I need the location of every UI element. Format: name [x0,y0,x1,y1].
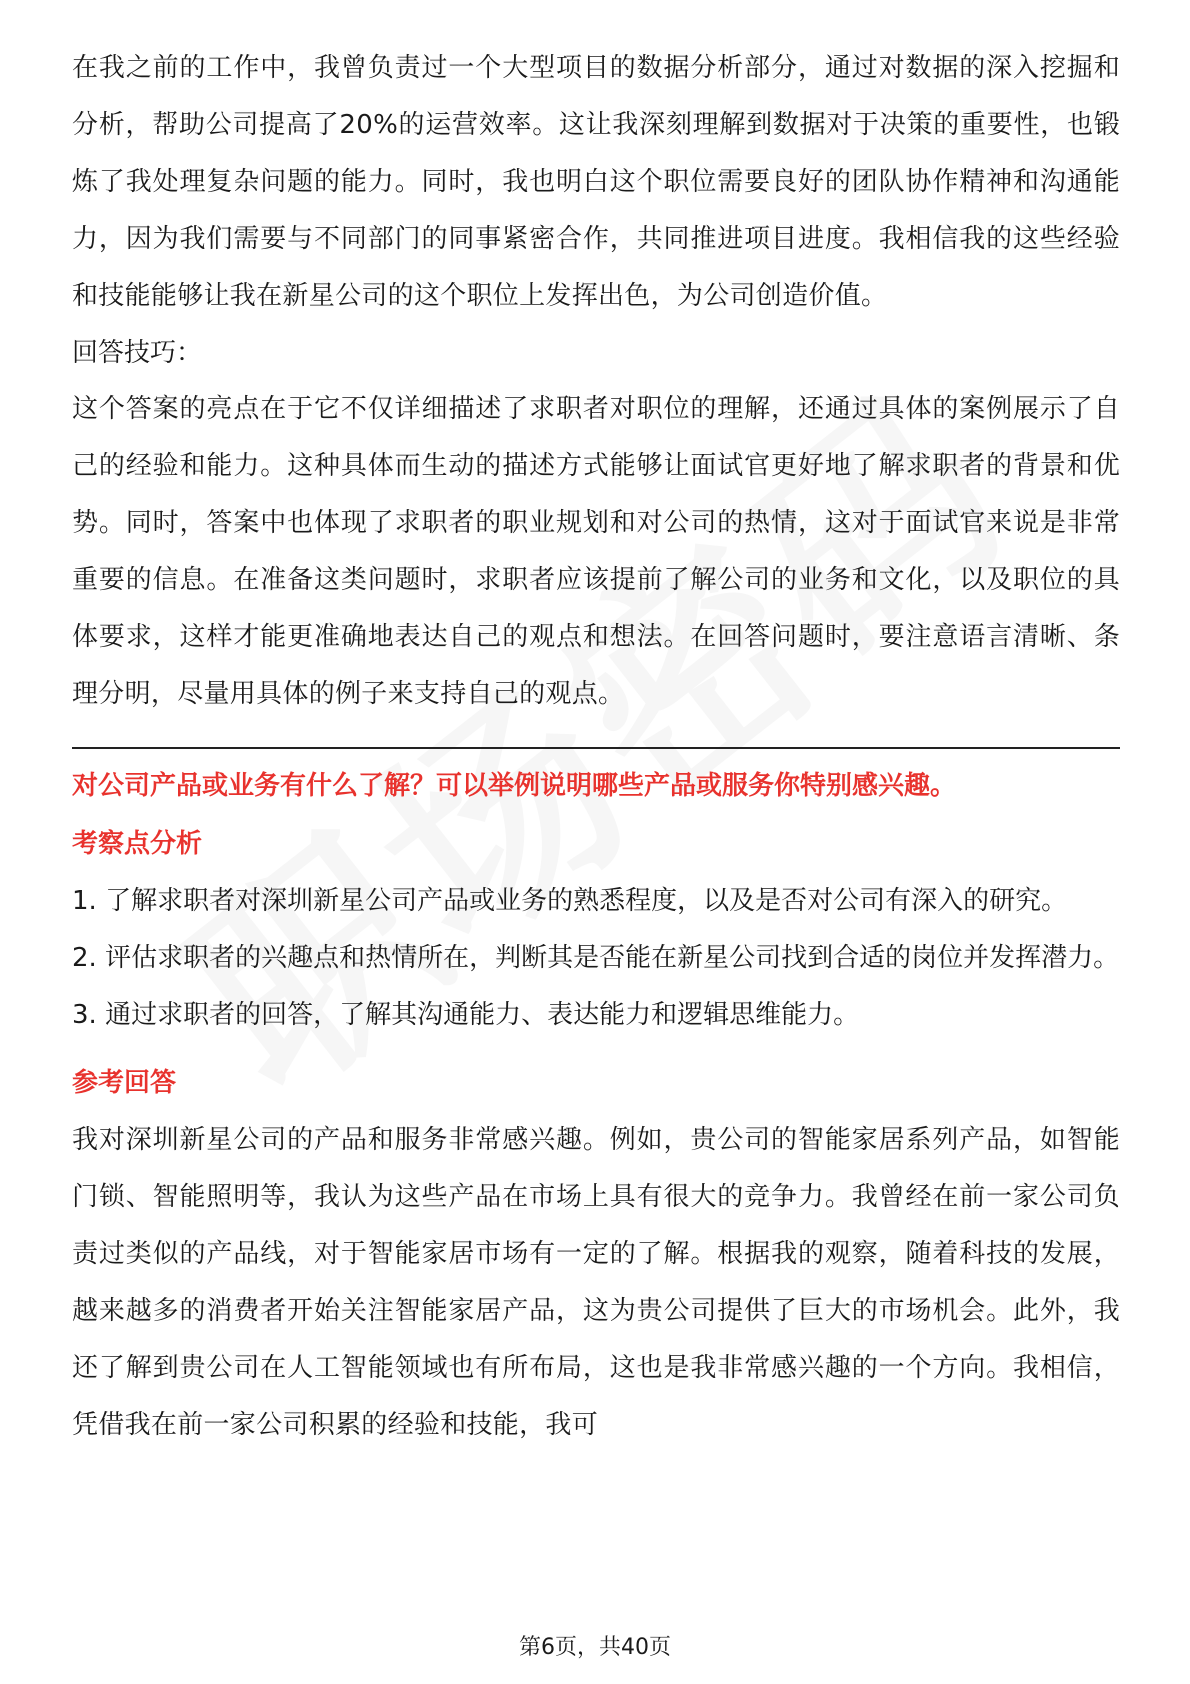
reference-paragraph: 我对深圳新星公司的产品和服务非常感兴趣。例如，贵公司的智能家居系列产品，如智能门锁、智能照明等，我认为这些产品在市场上具有很大的竞争力。我曾经在前一家公司负责过类似的产品线，对于智能家居市场有一定的了解。根据我的观察，随着科技的发展，越来越多的消费者开始关注智能家居产品，这为贵公司提供了巨大的市场机会。此外，我还了解到贵公司在人工智能领域也有所布局，这也是我非常感兴趣的一个方向。我相信，凭借我在前一家公司积累的经验和技能，我可 [72,1125,1120,1440]
question-title: 对公司产品或业务有什么了解？可以举例说明哪些产品或服务你特别感兴趣。 [72,771,957,801]
continuation-paragraph: 在我之前的工作中，我曾负责过一个大型项目的数据分析部分，通过对数据的深入挖掘和分析，帮助公司提高了20%的运营效率。这让我深刻理解到数据对于决策的重要性，也锻炼了我处理复杂问题的能力。同时，我也明白这个职位需要良好的团队协作精神和沟通能力，因为我们需要与不同部门的同事紧密合作，共同推进项目进度。我相信我的这些经验和技能能够让我在新星公司的这个职位上发挥出色，为公司创造价值。 [72,53,1120,311]
analysis-item-2: 2. 评估求职者的兴趣点和热情所在，判断其是否能在新星公司找到合适的岗位并发挥潜力。 [72,943,1120,973]
section-divider [72,747,1120,749]
analysis-item-3: 3. 通过求职者的回答，了解其沟通能力、表达能力和逻辑思维能力。 [72,1000,860,1030]
tips-label: 回答技巧： [72,338,203,368]
analysis-item-1: 1. 了解求职者对深圳新星公司产品或业务的熟悉程度，以及是否对公司有深入的研究。 [72,886,1068,916]
tips-paragraph: 这个答案的亮点在于它不仅详细描述了求职者对职位的理解，还通过具体的案例展示了自己的经验和能力。这种具体而生动的描述方式能够让面试官更好地了解求职者的背景和优势。同时，答案中也体现了求职者的职业规划和对公司的热情，这对于面试官来说是非常重要的信息。在准备这类问题时，求职者应该提前了解公司的业务和文化，以及职位的具体要求，这样才能更准确地表达自己的观点和想法。在回答问题时，要注意语言清晰、条理分明，尽量用具体的例子来支持自己的观点。 [72,394,1120,709]
reference-heading: 参考回答 [72,1068,177,1098]
document-page [72,40,1120,1454]
page-number: 第6页，共40页 [519,1635,671,1660]
analysis-heading: 考察点分析 [72,829,203,859]
